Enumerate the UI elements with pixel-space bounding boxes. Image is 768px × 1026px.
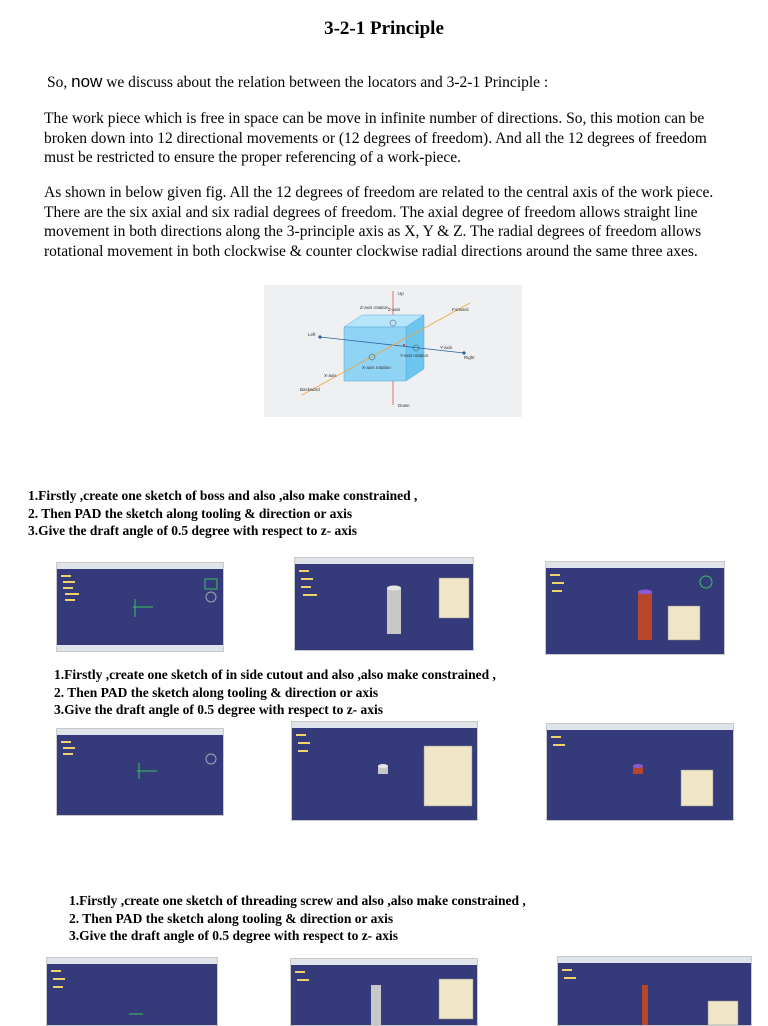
label-y-rotation: Y-axis rotation (400, 353, 429, 358)
intro-line (47, 72, 548, 92)
intro-rest: we discuss about the relation between the locators and 3-2-1 Principle : (102, 74, 549, 91)
intro-prefix: So, (47, 74, 72, 91)
label-x-rotation: X-axis rotation (362, 365, 391, 370)
section2-steps (54, 666, 496, 719)
paragraph-free-workpiece: The work piece which is free in space can be move in infinite number of directions. So, this motion can be broken down into 12 directional movements or (12 degrees of freedom). And all the 12 degrees of freedom must be restricted to ensure the proper referencing of a work-piece. (44, 110, 707, 166)
label-z-axis: Z-axis (388, 307, 401, 312)
cad-screenshot-thread-sketch (46, 957, 218, 1026)
label-up: Up (398, 291, 404, 296)
cad-screenshot-thread-draft (557, 956, 752, 1026)
label-z-rotation: Z-axis rotation (360, 305, 389, 310)
label-forward: Forward (452, 307, 469, 312)
cad-screenshot-cutout-draft (546, 723, 734, 821)
page-title: 3-2-1 Principle (324, 18, 444, 39)
label-right: Right (464, 355, 475, 360)
label-left: Left (308, 332, 316, 337)
section1-step-3: 3.Give the draft angle of 0.5 degree with respect to z- axis (28, 523, 358, 538)
cad-screenshot-thread-pad (290, 958, 478, 1026)
section2-step-1: 1.Firstly ,create one sketch of in side cutout and also ,also make constrained , (54, 667, 496, 682)
section1-step-1: 1.Firstly ,create one sketch of boss and also ,also make constrained , (28, 488, 418, 503)
cad-screenshot-boss-pad (294, 557, 474, 651)
dof-cube-diagram (264, 285, 522, 417)
section3-step-1: 1.Firstly ,create one sketch of threading screw and also ,also make constrained , (69, 893, 526, 908)
cad-screenshot-cutout-sketch (56, 728, 224, 816)
intro-now: now (71, 72, 103, 91)
label-y-axis: Y-axis (440, 345, 453, 350)
section1-steps (28, 487, 417, 540)
section3-steps (69, 892, 526, 945)
label-x-axis: X-axis (324, 373, 337, 378)
cad-screenshot-boss-sketch (56, 562, 224, 652)
paragraph-degrees-of-freedom: As shown in below given fig. All the 12 degrees of freedom are related to the central axis of the work piece. There are the six axial and six radial degrees of freedom. The axial degree of freedom allows straight line movement in both directions along the 3-principle axis as X, Y & Z. The radial degrees of freedom allows rotational movement in both clockwise & counter clockwise radial directions around the same three axes. (44, 184, 714, 260)
label-backward: Backward (300, 387, 320, 392)
section2-step-2: 2. Then PAD the sketch along tooling & direction or axis (54, 684, 379, 700)
cad-screenshot-boss-draft (545, 561, 725, 655)
section3-step-3: 3.Give the draft angle of 0.5 degree with respect to z- axis (69, 928, 399, 943)
section1-step-2: 2. Then PAD the sketch along tooling & direction or axis (28, 505, 353, 521)
section3-step-2: 2. Then PAD the sketch along tooling & direction or axis (69, 910, 394, 926)
cube-front (344, 327, 406, 381)
label-down: Down (398, 403, 410, 408)
dof-cube-figure (264, 285, 522, 417)
cad-screenshot-cutout-pad (291, 721, 478, 821)
section2-step-3: 3.Give the draft angle of 0.5 degree with respect to z- axis (54, 702, 384, 717)
